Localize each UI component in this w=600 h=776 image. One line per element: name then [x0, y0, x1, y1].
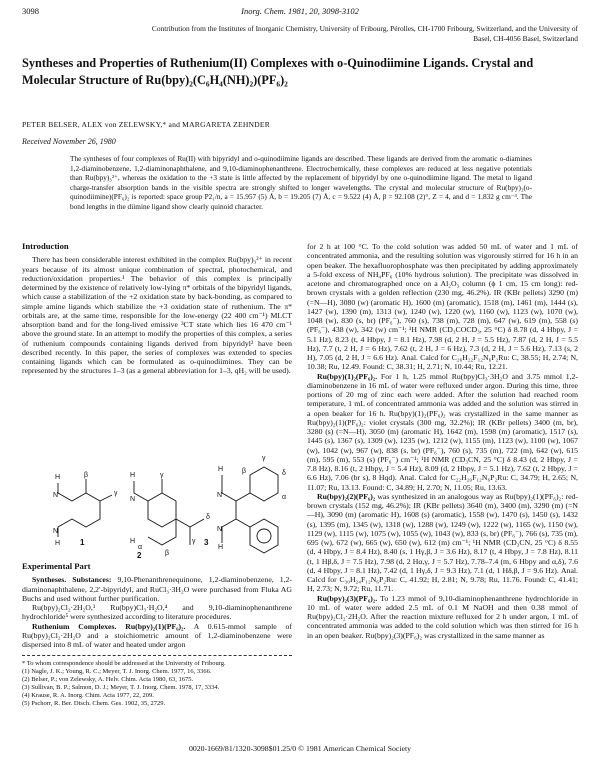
affiliation: Contribution from the Institutes of Inorganic Chemistry, University of Fribourg, Pérolles, CH-1700 Fribourg, Switzerland, and the University of Basel, CH-4056 Basel, Switzerland [151, 24, 578, 43]
atom-label: γ [160, 472, 164, 479]
page-number: 3098 [22, 6, 39, 16]
right-paragraph [307, 372, 578, 492]
run-in-heading: Ru(bpy)₂(2)(PF₆)₂ [317, 491, 376, 501]
atom-label: β [242, 468, 247, 475]
right-paragraph [307, 594, 578, 640]
abstract: The syntheses of four complexes of Ru(II) with bipyridyl and o-quinodiimine ligands are described. These ligands are derived from the aromatic o-diamines 1,2-diaminobenzene, 1,2-diaminonaphthalene, and 9,10-diaminophenanthrene. Electrochemically, these complexes are reduced at less negative potentials than Ru(bpy)₃²⁺, whereas the oxidation to the +3 state is little affected by the replacement of bipyridyl by one o-quinodiimine ligand. The metal to ligand charge-transfer absorption bands in the visible spectra are strongly shifted to longer wavelengths. The crystal and molecular structure of Ru(bpy)₂(o-quinodiimine)(PF₆)₂ is reported: space group P2₁/n, a = 15.957 (5) Å, b = 19.205 (7) Å, c = 9.522 (4) Å, β = 92.108 (2)°, Z = 4, and d = 1.832 g cm⁻³. The bond lengths in the diimine ligand show clearly quinoid character. [70, 154, 532, 211]
article-title: Syntheses and Properties of Ruthenium(II) Complexes with o-Quinodiimine Ligands. Crystal and Molecular Structure of Ru(bpy)₂(C₆H₄(NH)₂)(PF₆)₂ [22, 56, 534, 87]
introduction-heading: Introduction [22, 241, 69, 251]
introduction-section [22, 242, 292, 376]
footnotes [22, 660, 292, 709]
right-paragraph [307, 492, 578, 594]
atom-label: N [130, 496, 136, 503]
structure-2 [130, 472, 210, 560]
footnote-divider [22, 655, 292, 656]
structures-figure [22, 445, 292, 560]
atom-label: H [130, 538, 136, 545]
atom-label: γ [114, 490, 118, 497]
atom-label: H [218, 466, 224, 473]
experimental-paragraph [22, 622, 292, 650]
run-in-heading: Ru(bpy)(1)₂(PF₆)₂. [317, 371, 378, 381]
experimental-section [22, 562, 292, 649]
right-paragraph: for 2 h at 100 °C. To the cold solution was added 50 mL of water and 1 mL of concentrated ammonia, and the resulting solution was vigorously stirred for 16 h in an open beaker. The hexafluorophosphate was then precipitated by adding approximately a 5-fold excess of NH₄PF₆ (10% hydrous solution). The precipitate was dissolved in acetone and chromatographed once on a Al₂O₃ column (ϕ 1 cm, 15 cm long): red-brown crystals with a golden reflection (230 mg, 46.2%). IR (KBr pellets) 3290 (m) (=N—H), 3080 (w) (aromatic H), 1600 (m) (aromatic), 1518 (m), 1461 (m), 1444 (s), 1427 (w), 1390 (m), 1313 (w), 1240 (w), 1220 (w), 1160 (w), 1123 (w), 1070 (w), 1048 (w), 830 (s, br) (PF₆⁻), 760 (s), 738 (m), 728 (m), 647 (w), 619 (m), 558 (s) (PF₆⁻), 438 (w), 342 (w) cm⁻¹; ¹H NMR (CD₃COCD₃, 25 °C) δ 8.78 (d, 4 Hbpy, J = 5.1 Hz), 8.23 (t, 4 Hbpy, J = 8.1 Hz), 7.98 (d, 2 H, J = 5.5 Hz), 7.87 (d, 2 H, J = 5.5 Hz), 7.7 (t, 2 H, J = 6 Hz), 7.62 (t, 2 H, J = 6 Hz), 7.3 (d, 2 H, J = 5.6 Hz), 7.13 (s, 2 H), 7.05 (d, 2 H, J = 6.6 Hz). Anal. Calcd for C₂₆H₂₂F₁₂N₆P₂Ru: C, 38.55; H, 2.74; N, 10.38; Ru, 12.49. Found: C, 38.31; H, 2.71; N, 10.44; Ru, 12.21. [307, 242, 578, 372]
paragraph-text: To 1.23 mmol of 9,10-diaminophenanthrene hydrochloride in 10 mL of water were added 2.5 mL of 0.1 M NaOH and then 0.38 mmol of Ru(bpy)₂Cl₂·2H₂O. After the reaction mixture refluxed for 2 h under argon, 1 mL of concentrated ammonia was added to the cold solution which was then stirred for 16 h in an open beaker. Ru(bpy)₂(3)(PF₆)₂ was crystallized in the same manner as [307, 593, 578, 640]
footnote: (4) Krause, R. A. Inorg. Chim. Acta 1977, 22, 209. [22, 692, 154, 700]
compound-label: 1 [80, 538, 85, 547]
compound-label: 2 [137, 551, 142, 560]
experimental-paragraph [22, 575, 292, 603]
footnote: (5) Pschorr, R. Ber. Dtsch. Chem. Ges. 1902, 35, 2729. [22, 700, 166, 708]
run-in-heading: Syntheses. Substances: [32, 575, 112, 585]
right-column [307, 242, 578, 640]
paragraph-text: For 1 h, 1.25 mmol Ru(bpy)Cl₃·3H₂O and 3.75 mmol 1,2-diaminobenzene in 16 mL of water were refluxed under argon. During this time, three portions of 20 mg of zinc each were added. After the solution had reached room temperature, 1 mL of concentrated ammonia was added and the solution was stirred in a open beaker for 16 h. Ru(bpy)(1)₂(PF₆)₂ was crystallized in the same manner as Ru(bpy)₂(1)(PF₆)₂: violet crystals (300 mg, 32.2%); IR (KBr pellets) 3400 (m, br), 3280 (s) (=N—H), 3050 (m) (aromatic H), 1642 (m), 1598 (m) (aromatic), 1517 (s), 1445 (s), 1367 (s), 1309 (w), 1235 (w), 1212 (w), 1155 (m), 1123 (w), 1100 (w), 1067 (w), 1042 (w), 967 (w), 838 (s, br) (PF₆⁻), 760 (s), 735 (m), 722 (m), 642 (w), 615 (m), 595 (m), 553 (s) (PF₆⁻) cm⁻¹; ¹H NMR (CD₃CN, 25 °C) δ 8.43 (d, 2 Hbpy, J = 7.8 Hz), 8.16 (t, 2 Hbpy, J = 5.4 Hz), 8.09 (d, 2 Hbpy, J = 5.1 Hz), 7.62 (t, 2 Hbpy, J = 6.6 Hz), 7.06 (br s), 8 Hqd). Anal. Calcd for C₂₂H₂₀F₁₂N₆P₂Ru: C, 34.79; H, 2.65; N, 11.07; Ru, 13.13. Found: C, 34.89; H, 2.70; N, 11.05; Ru, 13.63. [307, 371, 578, 492]
received-date: Received November 26, 1980 [22, 137, 116, 146]
atom-label: H [130, 472, 136, 479]
paragraph-text: 9,10-Phenanthrenequinone, 1,2-diaminobenzene, 1,2-diaminonaphthalene, 2,2′-bipyridyl, and RuCl₃·3H₂O were purchased from Fluka AG Buchs and used without further purification. [22, 575, 292, 603]
atom-label: N [53, 528, 59, 535]
atom-label: α [138, 544, 143, 551]
atom-label: H [55, 474, 61, 481]
atom-label: H [55, 540, 61, 547]
copyright-footer: 0020-1669/81/1320-3098$01.25/0 © 1981 American Chemical Society [188, 744, 412, 753]
footnote: (2) Belser, P.; von Zelewsky, A. Helv. Chim. Acta 1980, 63, 1675. [22, 676, 194, 684]
atom-label: N [217, 526, 223, 533]
footnote: (3) Sullivan, B. P.; Salmon, D. J.; Meyer, T. J. Inorg. Chem. 1978, 17, 3334. [22, 684, 220, 692]
footnote: (1) Nagle, J. K.; Young, R. C.; Meyer, T. J. Inorg. Chem. 1977, 16, 3366. [22, 668, 212, 676]
atom-label: δ [206, 514, 210, 521]
introduction-paragraph: There has been considerable interest exhibited in the complex Ru(bpy)₃²⁺ in recent years because of its almost unique combination of spectral, photochemical, and reduction/oxidation properties.¹ The behavior of this complex is principally determined by the existence of relatively low-lying π* orbitals of the bipyridyl ligands, which cause a stabilization of the +2 oxidation state by back-bonding, as compared to simple amine ligands which stabilize the +3 oxidation state of ruthenium. The π* orbitals are, at the same time, responsible for the low-energy (22 400 cm⁻¹) MLCT absorption band and for the long-lived emissive ³CT state which lies 16 470 cm⁻¹ above the ground state. In an attempt to modify the properties of this complex, a series of ruthenium compounds containing ligands derived from bipyridyl² have been described recently. In this paper, the series of complexes was extended to species containing ligands which can be formulated as o-quinodiimines. They can be represented by the structures 1–3 (as a general abbreviation for 1–3, qH₂ will be used). [22, 255, 292, 376]
compound-label: 3 [204, 538, 209, 547]
run-in-heading: Ru(bpy)₂(3)(PF₆)₂. [317, 593, 378, 603]
atom-label: γ [262, 455, 266, 462]
run-in-heading: Ruthenium Complexes. Ru(bpy)₂(1)(PF₆)₂. [32, 621, 186, 631]
atom-label: δ [282, 470, 286, 477]
atom-label: N [53, 492, 59, 499]
atom-label: β [165, 550, 170, 557]
experimental-paragraph: Ru(bpy)₂Cl₂·2H₂O,³ Ru(bpy)Cl₃·H₂O,⁴ and 9,10-diaminophenanthrene hydrochloride⁵ were synthesized according to literature procedures. [22, 603, 292, 622]
authors: PETER BELSER, ALEX von ZELEWSKY,* and MARGARETA ZEHNDER [22, 120, 270, 129]
journal-citation: Inorg. Chem. 1981, 20, 3098-3102 [241, 6, 359, 16]
experimental-heading: Experimental Part [22, 561, 91, 571]
atom-label: β [84, 472, 89, 479]
paragraph-text: was synthesized in an analogous way as Ru(bpy)₂(1)(PF₆)₂: red-brown crystals (152 mg, 46.2%); IR (KBr pellets) 3640 (m), 3400 (m), 3290 (m) (=N—H), 3090 (m) (aromatic H), 1608 (s) (aromatic), 1558 (w), 1470 (s), 1450 (s), 1432 (s), 1395 (m), 1345 (w), 1318 (w), 1288 (w), 1249 (w), 1222 (w), 1165 (w), 1150 (w), 1129 (w), 1115 (w), 1075 (w), 1055 (w), 1043 (w), 833 (s, br) (PF₆⁻), 766 (s), 735 (m), 695 (w), 672 (w), 665 (w), 650 (w), 612 (m) cm⁻¹; ¹H NMR (CD₃CN, 25 °C) δ 8.55 (d, 4 Hbpy, J = 8.4 Hz), 8.40 (s, 1 Hγ,β, J = 3.6 Hz), 8.17 (t, 4 Hbpy, J = 7.8 Hz), 8.11 (t, 1 Hβ,δ, J = 7.5 Hz), 7.98 (d, 2 Hα,γ, J = 5.7 Hz), 7.78–7.4 (m, 6 Hbpy and α,δ), 7.6 (d, 4 Hbpy, J = 8.1 Hz), 7.42 (d, 1 Hγ,δ, J = 9.3 Hz), 7.1 (d, 1 Hδ,β, J = 9.6 Hz). Anal. Calcd for C₃₀H₂₄F₁₂N₆P₂Ru: C, 41.92; H, 2.81; N, 9.78; Ru, 11.76. Found: C, 41.41; H, 2.73; N, 9.72; Ru, 11.71. [307, 491, 578, 594]
structure-1 [53, 472, 118, 547]
atom-label: N [217, 492, 223, 499]
structure-3 [204, 455, 286, 553]
atom-label: α [282, 494, 287, 501]
footnote: * To whom correspondence should be addressed at the University of Fribourg. [22, 660, 226, 667]
atom-label: H [218, 544, 224, 551]
paragraph-text: A 0.615-mmol sample of Ru(bpy)₂Cl₂·2H₂O and a stoichiometric amount of 1,2-diaminobenzene were dispersed into 8 mL of water and heated under argon [22, 621, 292, 649]
atom-label: γ [192, 538, 196, 545]
